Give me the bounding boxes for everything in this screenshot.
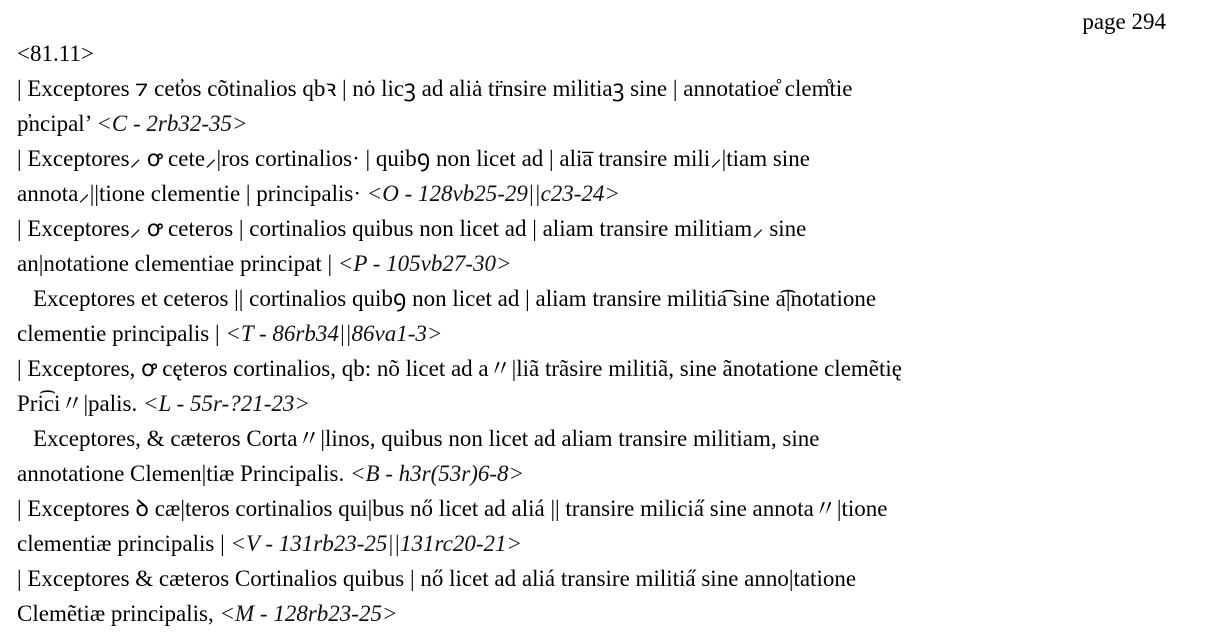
entry-line-text: annota⸝||tione clementie | principalis· <box>17 181 362 206</box>
entry-line-text: an|notatione clementiae principat | <box>17 251 338 276</box>
manuscript-siglum: <C - 2rb32-35> <box>96 111 248 136</box>
entry-line <box>17 386 1207 421</box>
entry-line-text: Pri͡ci〃|palis. <box>17 391 138 416</box>
section-id: <81.11> <box>17 41 94 66</box>
manuscript-siglum: <L - 55r-?21-23> <box>142 391 310 416</box>
document-body <box>17 36 1207 631</box>
entry-line: | Exceptores & cæteros Cortinalios quibus | nő licet ad aliá transire militia̋ sine anno|tatione <box>17 566 857 591</box>
entry-line <box>17 176 1207 211</box>
manuscript-siglum: <O - 128vb25-29||c23-24> <box>366 181 620 206</box>
entry-line: | Exceptores ꝺ cæ|teros cortinalios qui|bus nő licet ad aliá || transire milicia̋ sine annota〃|tione <box>17 496 888 521</box>
witness-entry <box>17 141 1207 211</box>
manuscript-siglum: <M - 128rb23-25> <box>219 601 398 626</box>
entry-line: | Exceptores ⁊ cet̕os cõtinalios qbꝛ | nȯ licꝫ ad aliȧ tr̈nsire militiaꝫ sine | annotatioe̊ clem̊tie <box>17 76 853 101</box>
witness-entry <box>17 71 1207 141</box>
witness-entry <box>17 211 1207 281</box>
manuscript-siglum: <V - 131rb23-25||131rc20-21> <box>230 531 523 556</box>
entry-line <box>17 596 1207 631</box>
witness-entry <box>17 281 1207 351</box>
manuscript-siglum: <B - h3r(53r)6-8> <box>349 461 525 486</box>
entry-line-text: clementie principalis | <box>17 321 226 346</box>
manuscript-siglum: <T - 86rb34||86va1-3> <box>225 321 443 346</box>
entry-line: | Exceptores⸝ ꝍ cete⸝|ros cortinalios· | quibꝯ non licet ad | alia̅ transire mili⸝|tiam sine <box>17 146 810 171</box>
entry-line: | Exceptores⸝ ꝍ ceteros | cortinalios quibus non licet ad | aliam transire militiam⸝ sine <box>17 216 807 241</box>
entry-line-text: p̕ncipal’ <box>17 111 91 136</box>
entry-line: Exceptores et ceteros || cortinalios quibꝯ non licet ad | aliam transire militia͡ sine a͡|notatione <box>33 286 877 311</box>
entry-line: | Exceptores, ꝍ cęteros cortinalios, qb: nõ licet ad a〃|liã trãsire militiã, sine ãnotatione clemẽtię <box>17 356 902 381</box>
witness-entry <box>17 351 1207 421</box>
witness-entry <box>17 561 1207 631</box>
page-number: page 294 <box>1082 9 1166 34</box>
entry-line-text: Clemẽtiæ principalis, <box>17 601 214 626</box>
entry-line-text: clementiæ principalis | <box>17 531 231 556</box>
entry-line <box>17 456 1207 491</box>
entry-line: Exceptores, & cæteros Corta〃|linos, quibus non licet ad aliam transire militiam, sine <box>33 426 820 451</box>
entry-line <box>17 246 1207 281</box>
witness-entry <box>17 421 1207 491</box>
entry-line-text: annotatione Clemen|tiæ Principalis. <box>17 461 345 486</box>
entry-line <box>17 106 1207 141</box>
manuscript-siglum: <P - 105vb27-30> <box>337 251 512 276</box>
entry-line <box>17 316 1207 351</box>
witness-entry <box>17 491 1207 561</box>
entry-line <box>17 526 1207 561</box>
